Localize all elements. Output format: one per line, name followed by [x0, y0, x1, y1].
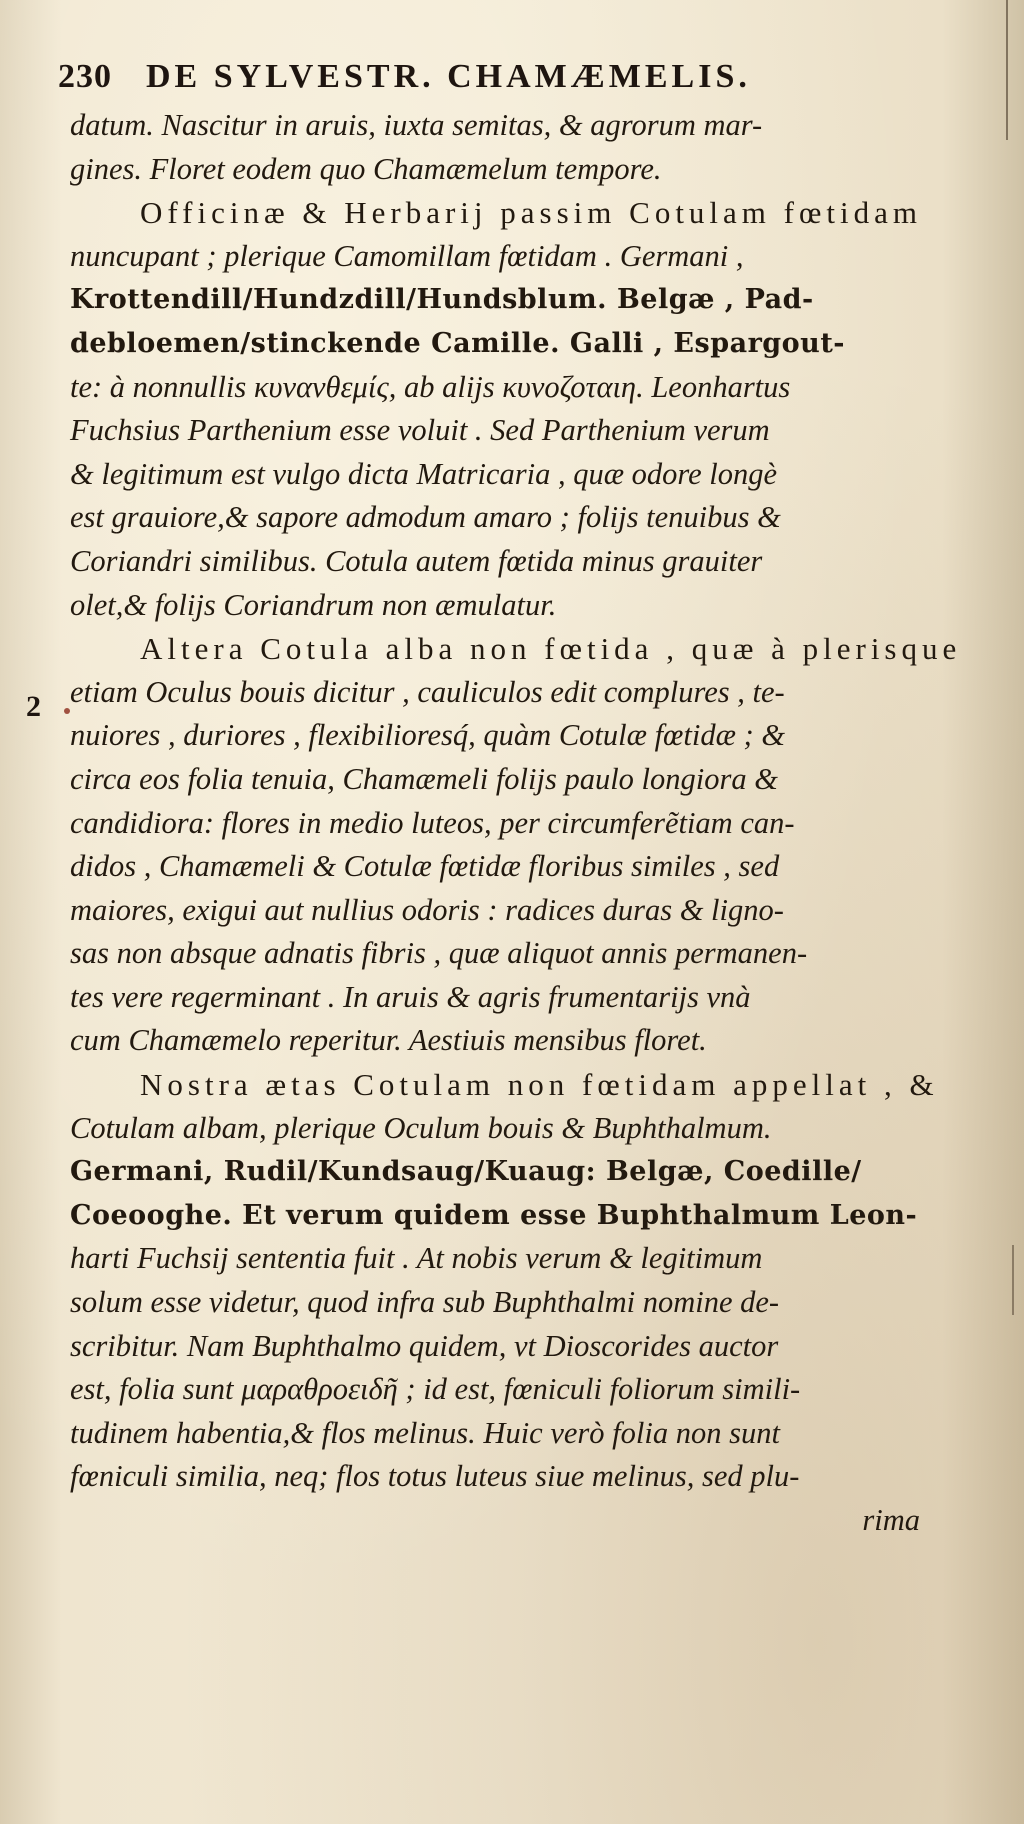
text-line: harti Fuchsij sententia fuit . At nobis verum & legitimum: [70, 1241, 763, 1276]
text-line: sas non absque adnatis fibris , quæ aliquot annis permanen-: [70, 936, 808, 971]
paragraph-start-line: Officinæ & Herbarij passim Cotulam fœtidam: [140, 195, 922, 231]
vernacular-names-line: Coeooghe. Et verum quidem esse Buphthalmum Leon-: [70, 1199, 918, 1231]
text-line: fœniculi similia, neq; flos totus luteus siue melinus, sed plu-: [70, 1459, 800, 1494]
text-line: maiores, exigui aut nullius odoris : radices duras & ligno-: [70, 892, 784, 927]
text-line: est, folia sunt μαραθροειδῆ ; id est, fœniculi foliorum simili-: [70, 1372, 801, 1407]
text-line: gines. Floret eodem quo Chamæmelum tempore.: [70, 151, 662, 186]
text-line: nuncupant ; plerique Camomillam fœtidam . Germani ,: [70, 238, 744, 273]
text-line: circa eos folia tenuia, Chamæmeli folijs paulo longiora &: [70, 761, 778, 796]
text-line: nuiores , duriores , flexibilioresq́, quàm Cotulæ fœtidæ ; &: [70, 718, 786, 753]
catchword: rima: [862, 1503, 920, 1537]
body-text: [70, 104, 960, 1543]
text-line: solum esse videtur, quod infra sub Buphthalmi nomine de-: [70, 1285, 780, 1320]
text-line: Cotulam albam, plerique Oculum bouis & Buphthalmum.: [70, 1110, 772, 1145]
vernacular-names-line: Germani, Rudil/Kundsaug/Kuaug: Belgæ, Coedille/: [70, 1156, 862, 1188]
page-edge-shadow-lower: [1012, 1245, 1014, 1315]
vernacular-names-line: debloemen/stinckende Camille. Galli , Espargout-: [70, 327, 845, 359]
text-line: didos , Chamæmeli & Cotulæ fœtidæ floribus similes , sed: [70, 849, 780, 884]
text-line: datum. Nascitur in aruis, iuxta semitas, & agrorum mar-: [70, 108, 763, 142]
text-line: olet,& folijs Coriandrum non æmulatur.: [70, 587, 557, 622]
paragraph-start-line: Nostra ætas Cotulam non fœtidam appellat , &: [140, 1067, 939, 1103]
text-line: cum Chamæmelo reperitur. Aestiuis mensibus floret.: [70, 1023, 707, 1058]
running-header: [58, 58, 958, 96]
vernacular-names-line: Krottendill/Hundzdill/Hundsblum. Belgæ , Pad-: [70, 284, 814, 316]
paragraph-start-line: Altera Cotula alba non fœtida , quæ à plerisque: [140, 631, 962, 667]
text-line: te: à nonnullis κυνανθεμίς, ab alijs κυνοζοταιη. Leonhartus: [70, 369, 791, 404]
running-title: DE SYLVESTR. CHAMÆMELIS.: [146, 58, 751, 95]
text-line: tudinem habentia,& flos melinus. Huic verò folia non sunt: [70, 1415, 780, 1450]
text-line: est grauiore,& sapore admodum amaro ; folijs tenuibus &: [70, 500, 781, 535]
text-line: Coriandri similibus. Cotula autem fœtida minus grauiter: [70, 543, 763, 578]
text-line: scribitur. Nam Buphthalmo quidem, vt Dioscorides auctor: [70, 1328, 779, 1363]
margin-note: 2: [26, 690, 41, 723]
text-line: tes vere regerminant . In aruis & agris frumentarijs vnà: [70, 979, 751, 1014]
page-number: 230: [58, 58, 112, 95]
page-edge-shadow: [1006, 0, 1008, 140]
text-line: Fuchsius Parthenium esse voluit . Sed Parthenium verum: [70, 413, 770, 448]
text-line: candidiora: flores in medio luteos, per circumferẽtiam can-: [70, 805, 795, 840]
text-line: etiam Oculus bouis dicitur , cauliculos edit complures , te-: [70, 674, 785, 709]
text-line: & legitimum est vulgo dicta Matricaria , quæ odore longè: [70, 456, 778, 491]
